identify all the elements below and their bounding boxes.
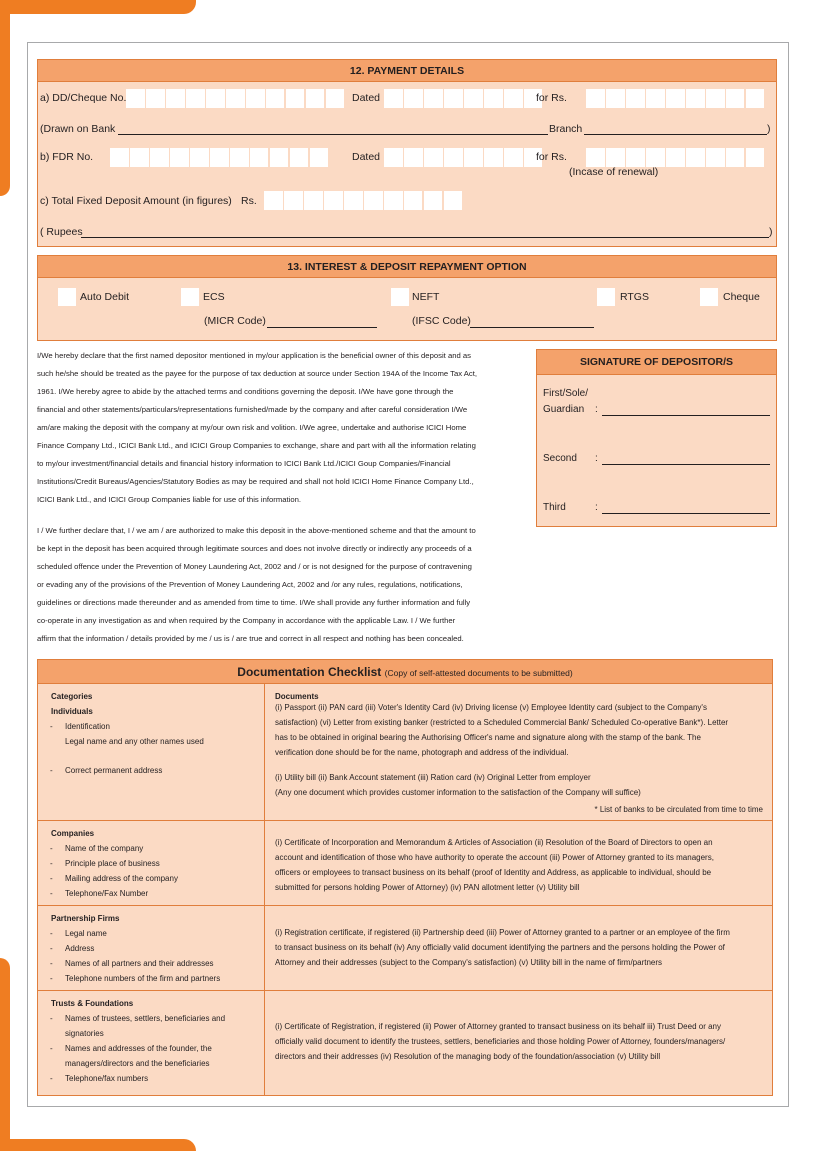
ifsc-code-label: (IFSC Code)	[412, 315, 471, 327]
branch-label: Branch	[549, 123, 583, 135]
bullet-dash: -	[50, 844, 53, 853]
page-edge-tab-top	[0, 0, 196, 14]
bullet-dash: -	[50, 722, 53, 731]
auto-debit-checkbox[interactable]	[58, 288, 76, 306]
partnership-heading: Partnership Firms	[51, 914, 120, 923]
companies-item: Mailing address of the company	[65, 874, 178, 883]
page-edge-tab-bottom	[0, 1139, 196, 1151]
bullet-dash: -	[50, 974, 53, 983]
neft-label: NEFT	[412, 291, 440, 303]
micr-code-label: (MICR Code)	[204, 315, 266, 327]
signature-section	[536, 349, 777, 527]
checklist-row-divider	[38, 990, 772, 991]
categories-heading: Categories	[51, 692, 93, 701]
cheque-checkbox[interactable]	[700, 288, 718, 306]
bullet-dash: -	[50, 766, 53, 775]
individuals-item-address: Correct permanent address	[65, 766, 163, 775]
rtgs-checkbox[interactable]	[597, 288, 615, 306]
fdr-number-boxes[interactable]	[110, 148, 330, 167]
dd-amount-boxes[interactable]	[586, 89, 766, 108]
declaration-paragraph-2: I / We further declare that, I / we am / are authorized to make this deposit in the above-mentioned scheme and that the amount to be kept in the deposit has been acquired through legitimate sources and does not involve directly or indirectly any proceeds of a scheduled offence under the Prevention of Money Laundering Act, 2002 and / or is not designed for the purpose of contravening or evading any of the provisions of the Prevention of Money Laundering Act, 2002 and /or any rules, regulations, notifications, guidelines or directions made thereunder and as amended from time to time. I/We shall provide any further information and fully co-operate in any investigation as and when required by the Company in accordance with the applicable Law. I / We further affirm that the information / details provided by me / us is / are true and correct in all respect and nothing has been concealed.	[37, 526, 476, 643]
individuals-item-legal-name: Legal name and any other names used	[65, 737, 204, 746]
declaration-paragraph-1: I/We hereby declare that the first named depositor mentioned in my/our application is the beneficial owner of this deposit and as such he/she should be treated as the payee for the purpose of tax deduction at source under Section 194A of the Income Tax Act, 1961. I/We hereby agree to abide by the attached terms and conditions governing the deposit. I/We have gone through the financial and other statements/particulars/representations furnished/made by the company and after careful consideration I/We am/are making the deposit with the company at my/our own risk and volition. I/We agree, undertake and authorise ICICI Home Finance Company Ltd., ICICI Bank Ltd., and ICICI Group Companies to exchange, share and part with all the information relating to my/our investment/financial details and financial history information to ICICI Bank Ltd./ICICI Goup Companies/Financial Institutions/Credit Bureaus/Agencies/Statutory Bodies as may be required and shall not hold ICICI Home Finance Company Ltd., ICICI Bank Ltd., and ICICI Group Companies liable for use of this information.	[37, 351, 478, 504]
individuals-address-documents: (i) Utility bill (ii) Bank Account statement (iii) Ration card (iv) Original Letter from employer (Any one document which provides customer information to the satisfaction of the Company will suffice)	[275, 773, 641, 797]
companies-item: Telephone/Fax Number	[65, 889, 149, 898]
bank-name-field[interactable]	[118, 134, 548, 135]
trusts-item-cont: signatories	[65, 1029, 104, 1038]
checklist-column-divider	[264, 684, 265, 1096]
partnership-documents: (i) Registration certificate, if registered (ii) Partnership deed (iii) Power of Attorney granted to a partner or an employee of the firm to transact business on its behalf (iv) Any officially valid document identifying the partners and the persons holding the Power of Attorney and their addresses (subject to the Company's satisfaction) (v) Utility bill in the name of firm/partners	[275, 928, 730, 967]
documentation-checklist	[37, 659, 773, 1096]
neft-checkbox[interactable]	[391, 288, 409, 306]
rupees-in-words-field[interactable]	[81, 237, 769, 238]
rtgs-label: RTGS	[620, 291, 649, 303]
second-signature-field[interactable]	[602, 464, 770, 465]
bullet-dash: -	[50, 959, 53, 968]
trusts-heading: Trusts & Foundations	[51, 999, 134, 1008]
partnership-item: Names of all partners and their addresses	[65, 959, 214, 968]
dd-dated-label: Dated	[352, 92, 381, 104]
bullet-dash: -	[50, 874, 53, 883]
cheque-label: Cheque	[723, 291, 760, 303]
companies-item: Principle place of business	[65, 859, 160, 868]
first-sole-label: First/Sole/	[543, 388, 589, 399]
fdr-for-rs-label: for Rs.	[536, 151, 567, 163]
page-edge-tab-left-bottom	[0, 958, 10, 1151]
bullet-dash: -	[50, 1014, 53, 1023]
companies-heading: Companies	[51, 829, 95, 838]
checklist-row-divider	[38, 820, 772, 821]
dd-date-boxes[interactable]	[384, 89, 544, 108]
branch-close-paren: )	[767, 123, 771, 135]
banks-list-note: * List of banks to be circulated from time to time	[594, 805, 763, 814]
fdr-number-label: b) FDR No.	[40, 151, 94, 163]
first-signature-field[interactable]	[602, 415, 770, 416]
second-colon: :	[595, 453, 598, 464]
total-amount-boxes[interactable]	[264, 191, 464, 210]
dd-cheque-number-boxes[interactable]	[126, 89, 346, 108]
third-colon: :	[595, 502, 598, 513]
checklist-title	[38, 660, 772, 684]
page-edge-tab-left-top	[0, 0, 10, 196]
fdr-date-boxes[interactable]	[384, 148, 544, 167]
micr-code-field[interactable]	[267, 327, 377, 328]
trusts-documents: (i) Certificate of Registration, if registered (ii) Power of Attorney granted to transact business on its behalf iii) Trust Deed or any officially valid document to identify the trustees, settlers, beneficiaries and those holding Power of Attorney, founders/managers/ directors and their addresses (iv) Resolution of the managing body of the foundation/association (v) Utility bill	[275, 1022, 726, 1061]
partnership-item: Telephone numbers of the firm and partners	[65, 974, 221, 983]
trusts-item: Telephone/fax numbers	[65, 1074, 149, 1083]
renewal-note: (Incase of renewal)	[569, 166, 659, 178]
trusts-item: Names and addresses of the founder, the	[65, 1044, 212, 1053]
bullet-dash: -	[50, 944, 53, 953]
companies-item: Name of the company	[65, 844, 144, 853]
partnership-item: Legal name	[65, 929, 107, 938]
bullet-dash: -	[50, 1074, 53, 1083]
ecs-checkbox[interactable]	[181, 288, 199, 306]
checklist-subtitle: (Copy of self-attested documents to be submitted)	[384, 668, 573, 678]
payment-details-section	[37, 59, 777, 247]
auto-debit-label: Auto Debit	[80, 291, 130, 303]
bullet-dash: -	[50, 889, 53, 898]
companies-documents: (i) Certificate of Incorporation and Memorandum & Articles of Association (ii) Resolution of the Board of Directors to open an account and identification of those who have authority to operate the account (iii) Power of Attorney granted to its managers, officers or employees to transact business on its behalf (proof of Identity and Address, as applicable to individual, should be submitted for persons holding Power of Attorney) (iv) PAN allotment letter (v) Utility bill	[275, 838, 714, 892]
rupees-close-paren: )	[769, 226, 773, 238]
ecs-label: ECS	[203, 291, 225, 303]
repayment-option-section	[37, 255, 777, 341]
guardian-label: Guardian	[543, 404, 585, 415]
branch-field[interactable]	[584, 134, 767, 135]
documents-heading: Documents	[275, 692, 319, 701]
third-signature-field[interactable]	[602, 513, 770, 514]
fdr-dated-label: Dated	[352, 151, 381, 163]
third-label: Third	[543, 502, 566, 513]
dd-for-rs-label: for Rs.	[536, 92, 567, 104]
checklist-title-text: Documentation Checklist	[237, 665, 382, 679]
dd-cheque-label: a) DD/Cheque No.	[40, 92, 127, 104]
individuals-item-identification: Identification	[65, 722, 110, 731]
trusts-item: Names of trustees, settlers, beneficiaries and	[65, 1014, 226, 1023]
individuals-heading: Individuals	[51, 707, 93, 716]
fdr-amount-boxes[interactable]	[586, 148, 766, 167]
total-rs-label: Rs.	[241, 195, 257, 207]
repayment-option-title: 13. INTEREST & DEPOSIT REPAYMENT OPTION	[38, 256, 776, 278]
bullet-dash: -	[50, 1044, 53, 1053]
trusts-item-cont: managers/directors and the beneficiaries	[65, 1059, 210, 1068]
bullet-dash: -	[50, 929, 53, 938]
bullet-dash: -	[50, 859, 53, 868]
partnership-item: Address	[65, 944, 95, 953]
total-amount-label: c) Total Fixed Deposit Amount (in figures)	[40, 195, 232, 207]
individuals-documents: (i) Passport (ii) PAN card (iii) Voter's Identity Card (iv) Driving license (v) Employee Identity card (subject to the Company's satisfaction) (vi) Letter from existing banker (restricted to a Scheduled Commercial Bank/ Scheduled Co-operative Bank*). Letter has to be obtained in original bearing the Authorising Officer's name and signature along with the stamp of the bank. The verification done should be for the name, photograph and address of the individual.	[275, 703, 729, 757]
drawn-on-bank-label: (Drawn on Bank	[40, 123, 116, 135]
payment-details-title: 12. PAYMENT DETAILS	[38, 60, 776, 82]
checklist-row-divider	[38, 905, 772, 906]
first-colon: :	[595, 404, 598, 415]
ifsc-code-field[interactable]	[470, 327, 594, 328]
second-label: Second	[543, 453, 577, 464]
signature-title: SIGNATURE OF DEPOSITOR/S	[537, 350, 776, 375]
rupees-label: ( Rupees	[40, 226, 83, 238]
